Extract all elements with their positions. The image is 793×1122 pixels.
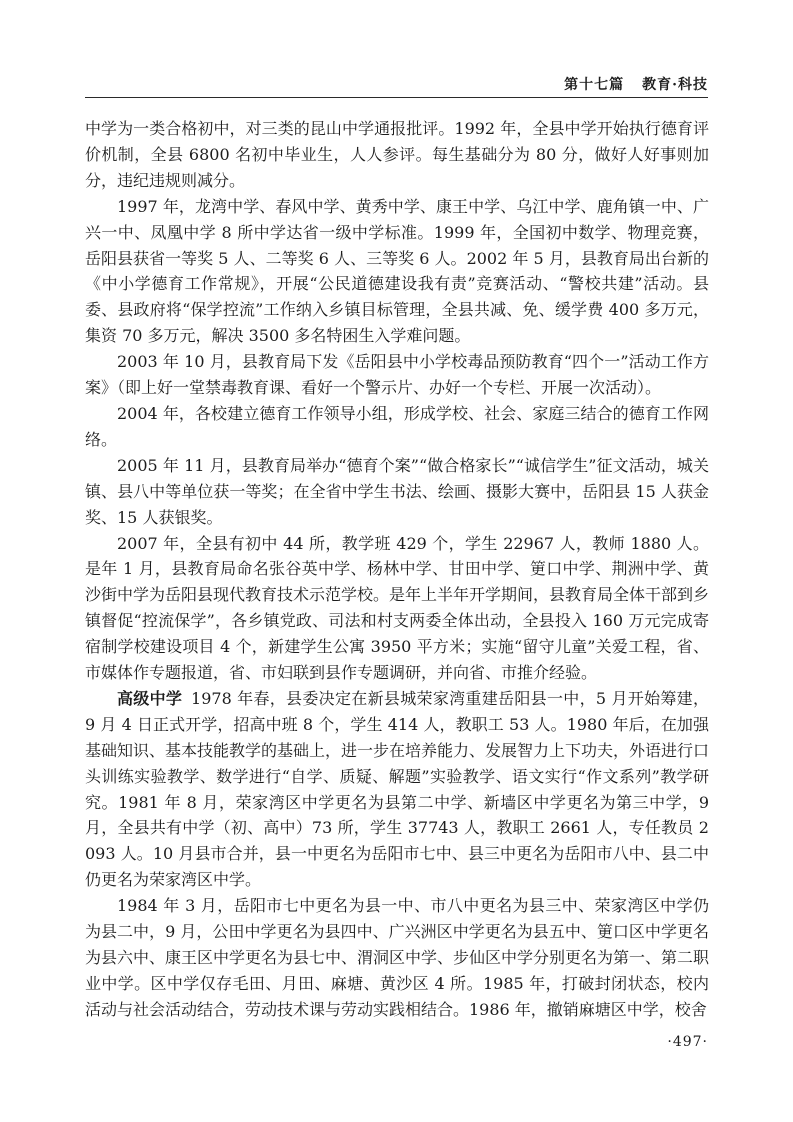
paragraph-text: 1978 年春，县委决定在新县城荣家湾重建岳阳县一中，5 月开始筹建，9 月 4 日正式开学，招高中班 8 个，学生 414 人，教职工 53 人。1980 年后，在加强基础知识、基本技能教学的基础上，进一步在培养能力、发展智力上下功夫，外语进行口头训练实验教学、数学进行“自学、质疑、解题”实验教学、语文实行“作文系列”教学研究。1981 年 8 月，荣家湾区中学更名为县第二中学、新墙区中学更名为第三中学，9 月，全县共有中学（初、高中）73 所，学生 37743 人，教职工 2661 人，专任教员 2093 人。10 月县市合并，县一中更名为岳阳市七中、县三中更名为岳阳市八中、县二中仍更名为荣家湾区中学。	[85, 688, 710, 890]
paragraph-text: 2005 年 11 月，县教育局举办“德育个案”“做合格家长”“诚信学生”征文活动，城关镇、县八中等单位获一等奖；在全省中学生书法、绘画、摄影大赛中，岳阳县 15 人获金奖、15 人获银奖。	[85, 455, 709, 527]
paragraph	[85, 401, 709, 453]
paragraph	[85, 349, 709, 401]
paragraph-text: 1997 年，龙湾中学、春风中学、黄秀中学、康王中学、乌江中学、鹿角镇一中、广兴一中、凤凰中学 8 所中学达省一级中学标准。1999 年，全国初中数学、物理竞赛，岳阳县获省一等奖 5 人、二等奖 6 人、三等奖 6 人。2002 年 5 月，县教育局出台新的《中小学德育工作常规》，开展“公民道德建设我有责”竞赛活动、“警校共建”活动。县委、县政府将“保学控流”工作纳入乡镇目标管理，全县共减、免、缓学费 400 多万元，集资 70 多万元，解决 3500 多名特困生入学难问题。	[85, 196, 709, 346]
paragraph-text: 2007 年，全县有初中 44 所，教学班 429 个，学生 22967 人，教师 1880 人。是年 1 月，县教育局命名张谷英中学、杨林中学、甘田中学、筻口中学、荆洲中学、黄沙街中学为岳阳县现代教育技术示范学校。是年上半年开学期间，县教育局全体干部到乡镇督促“控流保学”，各乡镇党政、司法和村支两委全体出动，全县投入 160 万元完成寄宿制学校建设项目 4 个，新建学生公寓 3950 平方米；实施“留守儿童”关爱工程，省、市媒体作专题报道，省、市妇联到县作专题调研，并向省、市推介经验。	[85, 533, 710, 683]
paragraph-text: 2004 年，各校建立德育工作领导小组，形成学校、社会、家庭三结合的德育工作网络。	[85, 403, 709, 449]
paragraph	[85, 686, 709, 893]
paragraph	[85, 116, 709, 194]
paragraph	[85, 194, 709, 349]
paragraph-text: 2003 年 10 月，县教育局下发《岳阳县中小学校毒品预防教育“四个一”活动工作方案》（即上好一堂禁毒教育课、看好一个警示片、办好一个专栏、开展一次活动）。	[85, 352, 709, 398]
paragraph	[85, 531, 709, 686]
paragraph-lead: 高级中学	[117, 688, 183, 708]
page-body	[85, 116, 709, 1023]
paragraph	[85, 453, 709, 531]
paragraph	[85, 893, 709, 1023]
header-title: 教育·科技	[642, 77, 708, 93]
header-section-label: 第十七篇	[564, 77, 625, 93]
page-header	[85, 74, 708, 94]
page-number: ·497·	[667, 1034, 708, 1050]
paragraph-text: 中学为一类合格初中，对三类的昆山中学通报批评。1992 年，全县中学开始执行德育评价机制，全县 6800 名初中毕业生，人人参评。每生基础分为 80 分，做好人好事则加分，违纪违规则减分。	[85, 119, 709, 190]
page-footer	[85, 1034, 708, 1050]
paragraph-text: 1984 年 3 月，岳阳市七中更名为县一中、市八中更名为县三中、荣家湾区中学仍为县二中，9 月，公田中学更名为县四中、广兴洲区中学更名为县五中、筻口区中学更名为县六中、康王区中学更名为县七中、渭洞区中学、步仙区中学分别更名为第一、第二职业中学。区中学仅存毛田、月田、麻塘、黄沙区 4 所。1985 年，打破封闭状态，校内活动与社会活动结合，劳动技术课与劳动实践相结合。1986 年，撤销麻塘区中学，校舍	[85, 896, 710, 1019]
header-rule	[85, 97, 708, 98]
